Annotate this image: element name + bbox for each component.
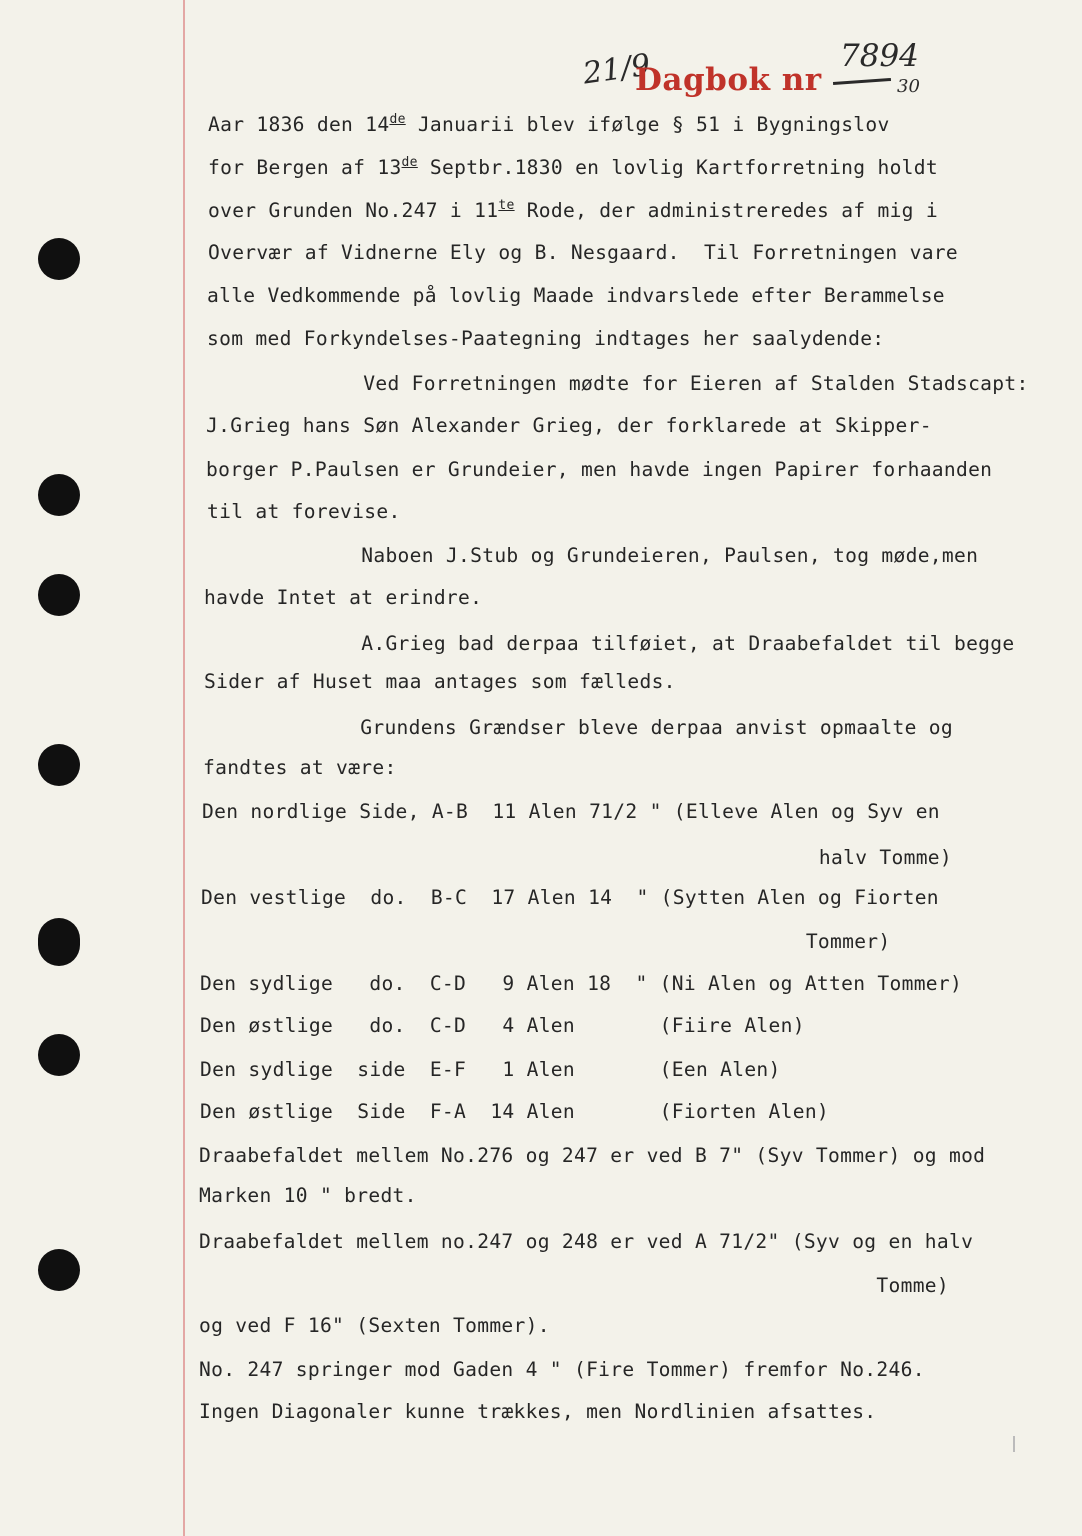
line-text: Tomme) [199, 1274, 949, 1297]
journal-sub-number: 30 [897, 76, 920, 97]
text-line [200, 1100, 829, 1123]
line-text: som med Forkyndelses-Paategning indtages her saalydende: [207, 327, 885, 350]
line-text: til at forevise. [207, 500, 401, 523]
line-text: Den østlige do. C-D 4 Alen (Fiire Alen) [200, 1014, 805, 1037]
journal-stamp: Dagbok nr [635, 62, 822, 98]
text-line [199, 1358, 925, 1381]
line-text: Den sydlige side E-F 1 Alen (Een Alen) [200, 1058, 781, 1081]
line-text: Naboen J.Stub og Grundeieren, Paulsen, tog møde,men [204, 544, 979, 567]
text-line [200, 1058, 781, 1081]
text-line [201, 886, 939, 909]
line-text: Den vestlige do. B-C 17 Alen 14 " (Sytten Alen og Fiorten [201, 886, 939, 909]
handwritten-date: 21/9 [580, 47, 653, 92]
text-line [201, 930, 891, 953]
text-line [204, 632, 1014, 655]
text-line [208, 112, 890, 136]
line-text: Draabefaldet mellem No.276 og 247 er ved B 7" (Syv Tommer) og mod [199, 1144, 986, 1167]
line-text: No. 247 springer mod Gaden 4 " (Fire Tommer) fremfor No.246. [199, 1358, 925, 1381]
line-text: Januarii blev ifølge § 51 i Bygningslov [405, 113, 890, 136]
line-text: Draabefaldet mellem no.247 og 248 er ved A 71/2" (Syv og en halv [199, 1230, 974, 1253]
text-line [206, 414, 932, 437]
text-line [199, 1184, 417, 1207]
text-line [207, 284, 945, 307]
line-text: Grundens Grændser bleve derpaa anvist opmaalte og [203, 716, 953, 739]
binder-hole [38, 1249, 80, 1291]
superscript: de [401, 155, 418, 170]
line-text: Aar 1836 den 14 [208, 113, 390, 136]
text-line [199, 1400, 876, 1423]
line-text: Ved Forretningen mødte for Eieren af Stalden Stadscapt: [206, 372, 1029, 395]
text-line [199, 1314, 550, 1337]
text-line [206, 458, 992, 481]
binder-hole [38, 1034, 80, 1076]
text-line [207, 500, 401, 523]
superscript: te [498, 198, 515, 213]
text-line [203, 716, 953, 739]
binder-hole [38, 574, 80, 616]
line-text: Marken 10 " bredt. [199, 1184, 417, 1207]
line-text: Sider af Huset maa antages som fælleds. [204, 670, 676, 693]
text-line [199, 1274, 949, 1297]
binder-hole [38, 918, 80, 966]
line-text: for Bergen af 13 [208, 156, 402, 179]
text-line [204, 670, 676, 693]
line-text: Rode, der administreredes af mig i [514, 199, 938, 222]
line-text: J.Grieg hans Søn Alexander Grieg, der forklarede at Skipper- [206, 414, 932, 437]
line-text: Overvær af Vidnerne Ely og B. Nesgaard. Til Forretningen vare [208, 241, 958, 264]
line-text: Ingen Diagonaler kunne trækkes, men Nordlinien afsattes. [199, 1400, 877, 1423]
superscript: de [389, 112, 406, 127]
text-line [202, 800, 940, 823]
stamp-stroke [833, 78, 891, 85]
line-text: Den sydlige do. C-D 9 Alen 18 " (Ni Alen og Atten Tommer) [200, 972, 963, 995]
text-line [204, 586, 482, 609]
binder-hole [38, 744, 80, 786]
line-text: A.Grieg bad derpaa tilføiet, at Draabefaldet til begge [204, 632, 1015, 655]
text-line [203, 756, 397, 779]
text-line [200, 972, 962, 995]
binder-hole [38, 238, 80, 280]
page-header [575, 40, 995, 110]
line-text: halv Tomme) [202, 846, 952, 869]
journal-number: 7894 [840, 38, 919, 74]
text-line [200, 1014, 805, 1037]
line-text: Den nordlige Side, A-B 11 Alen 71/2 " (Elleve Alen og Syv en [202, 800, 940, 823]
line-text: Tommer) [201, 930, 891, 953]
text-line [208, 155, 938, 179]
line-text: havde Intet at erindre. [204, 586, 483, 609]
line-text: og ved F 16" (Sexten Tommer). [199, 1314, 550, 1337]
binder-hole [38, 474, 80, 516]
text-line [208, 198, 938, 222]
text-line [206, 372, 1029, 395]
text-line [199, 1144, 985, 1167]
line-text: Septbr.1830 en lovlig Kartforretning holdt [417, 156, 938, 179]
text-line [207, 327, 884, 350]
line-text: fandtes at være: [203, 756, 397, 779]
line-text: alle Vedkommende på lovlig Maade indvarslede efter Berammelse [207, 284, 945, 307]
pencil-mark [1013, 1436, 1015, 1452]
text-line [208, 241, 958, 264]
text-line [204, 544, 978, 567]
line-text: Den østlige Side F-A 14 Alen (Fiorten Alen) [200, 1100, 830, 1123]
text-line [199, 1230, 973, 1253]
line-text: borger P.Paulsen er Grundeier, men havde ingen Papirer forhaanden [206, 458, 993, 481]
line-text: over Grunden No.247 i 11 [208, 199, 499, 222]
margin-line [183, 0, 185, 1536]
text-line [202, 846, 952, 869]
